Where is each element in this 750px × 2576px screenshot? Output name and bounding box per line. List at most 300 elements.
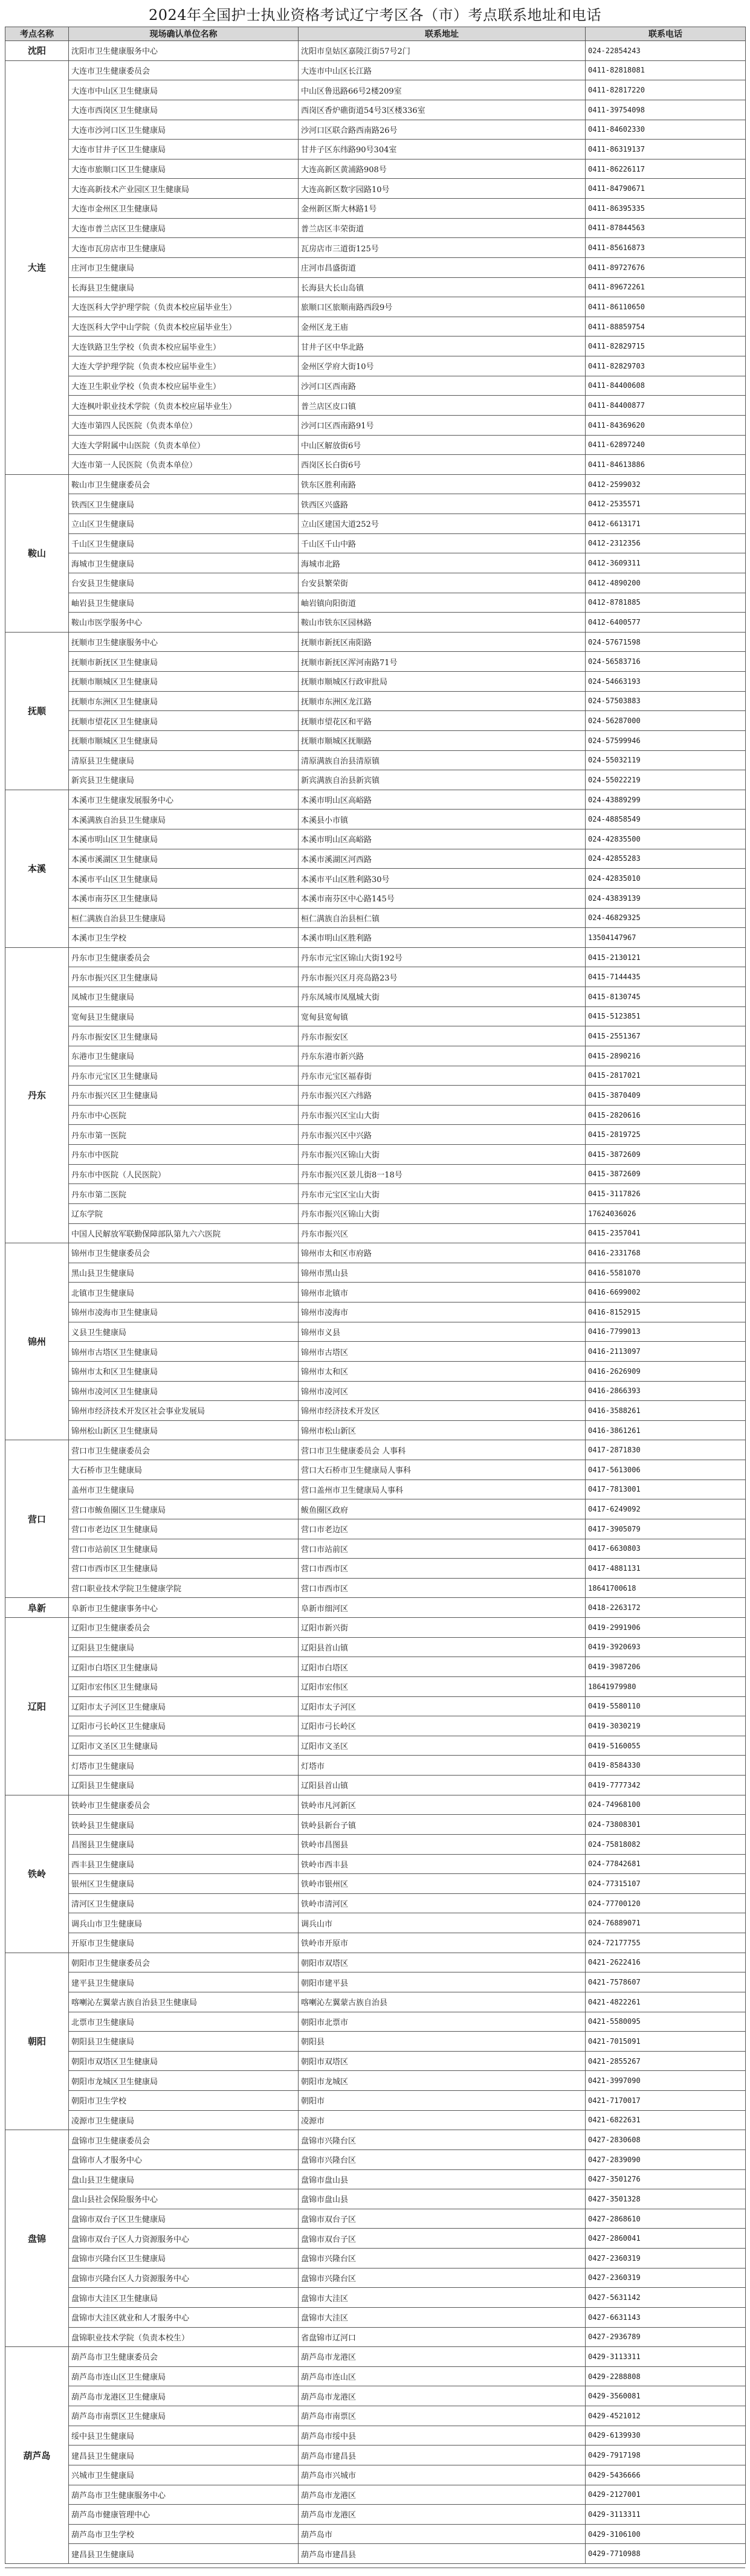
region-name: 盘锦 — [5, 2130, 69, 2347]
phone-cell: 0411-86395335 — [586, 199, 746, 219]
unit-name-cell: 朝阳县卫生健康局 — [69, 2032, 299, 2052]
phone-cell: 0429-6139930 — [586, 2426, 746, 2446]
address-cell: 沙河口区西南路91号 — [299, 415, 586, 435]
unit-name-cell: 灯塔市卫生健康局 — [69, 1756, 299, 1776]
table-row — [5, 928, 746, 948]
table-row — [5, 967, 746, 987]
unit-name-cell: 北票市卫生健康局 — [69, 2012, 299, 2032]
table-row — [5, 2347, 746, 2367]
unit-name-cell: 葫芦岛市卫生学校 — [69, 2524, 299, 2544]
table-row — [5, 376, 746, 396]
table-row — [5, 238, 746, 258]
table-row — [5, 652, 746, 672]
phone-cell: 0421-3997090 — [586, 2071, 746, 2091]
table-row — [5, 2149, 746, 2169]
unit-name-cell: 盘锦市兴隆台区人力资源服务中心 — [69, 2268, 299, 2288]
unit-name-cell: 朝阳市卫生学校 — [69, 2091, 299, 2111]
phone-cell: 0416-7799013 — [586, 1322, 746, 1342]
table-header-row — [5, 27, 746, 41]
unit-name-cell: 丹东市元宝区卫生健康局 — [69, 1066, 299, 1086]
unit-name-cell: 海城市卫生健康局 — [69, 553, 299, 573]
address-cell: 锦州市凌河区 — [299, 1381, 586, 1401]
region-name: 鞍山 — [5, 474, 69, 632]
phone-cell: 0412-6400577 — [586, 613, 746, 633]
unit-name-cell: 盘锦职业技术学院（负责本校生） — [69, 2327, 299, 2347]
unit-name-cell: 辽阳县卫生健康局 — [69, 1776, 299, 1795]
phone-cell: 024-77700120 — [586, 1893, 746, 1913]
phone-cell: 0412-2599032 — [586, 474, 746, 494]
table-row — [5, 1815, 746, 1835]
address-cell: 丹东市元宝区锦山大街192号 — [299, 947, 586, 967]
phone-cell: 0412-4890200 — [586, 573, 746, 593]
phone-cell: 0419-5580110 — [586, 1696, 746, 1716]
table-row — [5, 1539, 746, 1559]
header-unit-name: 现场确认单位名称 — [69, 27, 299, 41]
phone-cell: 024-77315107 — [586, 1874, 746, 1894]
phone-cell: 024-73808301 — [586, 1815, 746, 1835]
phone-cell: 0411-84613886 — [586, 455, 746, 475]
address-cell: 本溪市南芬区中心路145号 — [299, 888, 586, 908]
unit-name-cell: 本溪市南芬区卫生健康局 — [69, 888, 299, 908]
phone-cell: 0421-2622416 — [586, 1953, 746, 1972]
unit-name-cell: 丹东市卫生健康委员会 — [69, 947, 299, 967]
phone-cell: 0411-84602330 — [586, 120, 746, 140]
table-row — [5, 159, 746, 179]
address-cell: 岫岩镇向阳街道 — [299, 593, 586, 613]
unit-name-cell: 大石桥市卫生健康局 — [69, 1460, 299, 1480]
unit-name-cell: 丹东市第二医院 — [69, 1184, 299, 1204]
region-name: 营口 — [5, 1440, 69, 1598]
unit-name-cell: 盘锦市双台子区卫生健康局 — [69, 2209, 299, 2229]
unit-name-cell: 大连市金州区卫生健康局 — [69, 199, 299, 219]
phone-cell: 0417-5613006 — [586, 1460, 746, 1480]
unit-name-cell: 中国人民解放军联勤保障部队第九六六医院 — [69, 1223, 299, 1243]
table-row — [5, 1361, 746, 1381]
unit-name-cell: 建昌县卫生健康局 — [69, 2544, 299, 2564]
phone-cell: 0416-3861261 — [586, 1420, 746, 1440]
phone-cell: 0412-8781885 — [586, 593, 746, 613]
phone-cell: 0417-6249092 — [586, 1499, 746, 1519]
address-cell: 中山区解放街6号 — [299, 435, 586, 455]
unit-name-cell: 丹东市中医院 — [69, 1145, 299, 1165]
table-row — [5, 1776, 746, 1795]
phone-cell: 0421-6822631 — [586, 2110, 746, 2130]
phone-cell: 024-56583716 — [586, 652, 746, 672]
unit-name-cell: 大连市第四人民医院（负责本单位） — [69, 415, 299, 435]
phone-cell: 024-42855283 — [586, 849, 746, 869]
address-cell: 锦州市古塔区 — [299, 1342, 586, 1362]
unit-name-cell: 大连市甘井子区卫生健康局 — [69, 140, 299, 159]
phone-cell: 18641979980 — [586, 1676, 746, 1696]
unit-name-cell: 清原县卫生健康局 — [69, 750, 299, 770]
phone-cell: 0427-2868610 — [586, 2209, 746, 2229]
phone-cell: 0415-3117826 — [586, 1184, 746, 1204]
phone-cell: 0427-2860041 — [586, 2229, 746, 2249]
address-cell: 锦州市凌海市 — [299, 1302, 586, 1322]
table-row — [5, 1657, 746, 1677]
phone-cell: 0429-5436666 — [586, 2465, 746, 2485]
table-row — [5, 888, 746, 908]
phone-cell: 024-76889071 — [586, 1913, 746, 1933]
phone-cell: 0411-87844563 — [586, 218, 746, 238]
phone-cell: 0415-7144435 — [586, 967, 746, 987]
unit-name-cell: 葫芦岛市龙港区卫生健康局 — [69, 2386, 299, 2406]
unit-name-cell: 大连市沙河口区卫生健康局 — [69, 120, 299, 140]
table-row — [5, 2169, 746, 2189]
phone-cell: 0429-3560081 — [586, 2386, 746, 2406]
phone-cell: 0419-3987206 — [586, 1657, 746, 1677]
unit-name-cell: 辽阳县卫生健康局 — [69, 1637, 299, 1657]
phone-cell: 024-55022219 — [586, 770, 746, 790]
table-row — [5, 2366, 746, 2386]
unit-name-cell: 营口市站前区卫生健康局 — [69, 1539, 299, 1559]
unit-name-cell: 盘锦市兴隆台区卫生健康局 — [69, 2249, 299, 2268]
phone-cell: 024-22854243 — [586, 41, 746, 61]
table-row — [5, 2249, 746, 2268]
unit-name-cell: 大连高新技术产业园区卫生健康局 — [69, 179, 299, 199]
phone-cell: 0415-5123851 — [586, 1006, 746, 1026]
phone-cell: 17624036026 — [586, 1203, 746, 1223]
table-row — [5, 1598, 746, 1618]
phone-cell: 0411-86110650 — [586, 297, 746, 317]
table-row — [5, 1913, 746, 1933]
table-row — [5, 553, 746, 573]
unit-name-cell: 大连市卫生健康委员会 — [69, 60, 299, 80]
unit-name-cell: 盘锦市人才服务中心 — [69, 2149, 299, 2169]
table-row — [5, 455, 746, 475]
unit-name-cell: 营口市卫生健康委员会 — [69, 1440, 299, 1460]
table-row — [5, 140, 746, 159]
table-row — [5, 750, 746, 770]
table-row — [5, 1953, 746, 1972]
phone-cell: 0417-7813001 — [586, 1480, 746, 1499]
table-row — [5, 120, 746, 140]
phone-cell: 0411-62897240 — [586, 435, 746, 455]
table-row — [5, 1499, 746, 1519]
phone-cell: 0427-6631143 — [586, 2307, 746, 2327]
table-row — [5, 1716, 746, 1736]
phone-cell: 0412-6613171 — [586, 514, 746, 534]
unit-name-cell: 抚顺市望花区卫生健康局 — [69, 711, 299, 731]
address-cell: 丹东市元宝区宝山大街 — [299, 1184, 586, 1204]
header-exam-site: 考点名称 — [5, 27, 69, 41]
table-row — [5, 829, 746, 849]
address-cell: 朝阳市龙城区 — [299, 2071, 586, 2091]
unit-name-cell: 建平县卫生健康局 — [69, 1972, 299, 1992]
address-cell: 盘锦市兴隆台区 — [299, 2130, 586, 2150]
address-cell: 桓仁满族自治县桓仁镇 — [299, 908, 586, 928]
unit-name-cell: 千山区卫生健康局 — [69, 533, 299, 553]
table-row — [5, 1283, 746, 1302]
address-cell: 宽甸县宽甸镇 — [299, 1006, 586, 1026]
phone-cell: 0411-82829715 — [586, 336, 746, 356]
unit-name-cell: 盖州市卫生健康局 — [69, 1480, 299, 1499]
address-cell: 台安县繁荣街 — [299, 573, 586, 593]
address-cell: 锦州市义县 — [299, 1322, 586, 1342]
address-cell: 盘锦市兴隆台区 — [299, 2249, 586, 2268]
phone-cell: 0415-2819725 — [586, 1125, 746, 1145]
phone-cell: 0427-2830608 — [586, 2130, 746, 2150]
phone-cell: 0427-5631142 — [586, 2288, 746, 2308]
phone-cell: 0416-2626909 — [586, 1361, 746, 1381]
address-cell: 庄河市昌盛街道 — [299, 257, 586, 277]
address-cell: 葫芦岛市建昌县 — [299, 2544, 586, 2564]
unit-name-cell: 东港市卫生健康局 — [69, 1046, 299, 1066]
table-row — [5, 1125, 746, 1145]
table-row — [5, 1834, 746, 1854]
unit-name-cell: 大连卫生职业学校（负责本校应届毕业生） — [69, 376, 299, 396]
table-row — [5, 691, 746, 711]
phone-cell: 0419-5160055 — [586, 1736, 746, 1756]
phone-cell: 0411-82829703 — [586, 356, 746, 376]
table-row — [5, 770, 746, 790]
address-cell: 甘井子区中华北路 — [299, 336, 586, 356]
unit-name-cell: 鞍山市医学服务中心 — [69, 613, 299, 633]
address-cell: 丹东市振兴区月亮岛路23号 — [299, 967, 586, 987]
phone-cell: 024-75818082 — [586, 1834, 746, 1854]
table-row — [5, 1401, 746, 1421]
unit-name-cell: 盘锦市大洼区卫生健康局 — [69, 2288, 299, 2308]
phone-cell: 024-55032119 — [586, 750, 746, 770]
unit-name-cell: 锦州市古塔区卫生健康局 — [69, 1342, 299, 1362]
address-cell: 普兰店区皮口镇 — [299, 396, 586, 416]
address-cell: 盘锦市双台子区 — [299, 2229, 586, 2249]
table-row — [5, 356, 746, 376]
address-cell: 铁东区胜利南路 — [299, 474, 586, 494]
phone-cell: 0417-6630803 — [586, 1539, 746, 1559]
unit-name-cell: 阜新市卫生健康事务中心 — [69, 1598, 299, 1618]
address-cell: 辽阳市白塔区 — [299, 1657, 586, 1677]
unit-name-cell: 绥中县卫生健康局 — [69, 2426, 299, 2446]
address-cell: 丹东凤城市凤凰城大街 — [299, 987, 586, 1007]
table-row — [5, 1322, 746, 1342]
unit-name-cell: 庄河市卫生健康局 — [69, 257, 299, 277]
unit-name-cell: 盘锦市双台子区人力资源服务中心 — [69, 2229, 299, 2249]
address-cell: 丹东市振兴区六纬路 — [299, 1086, 586, 1106]
table-row — [5, 672, 746, 692]
phone-cell: 024-43889299 — [586, 790, 746, 810]
region-name: 阜新 — [5, 1598, 69, 1618]
table-row — [5, 1992, 746, 2012]
unit-name-cell: 凌源市卫生健康局 — [69, 2110, 299, 2130]
table-row — [5, 2209, 746, 2229]
address-cell: 长海县大长山岛镇 — [299, 277, 586, 297]
unit-name-cell: 葫芦岛市健康管理中心 — [69, 2505, 299, 2525]
address-cell: 大连市中山区长江路 — [299, 60, 586, 80]
address-cell: 辽阳县首山镇 — [299, 1637, 586, 1657]
table-row — [5, 1420, 746, 1440]
table-row — [5, 297, 746, 317]
unit-name-cell: 长海县卫生健康局 — [69, 277, 299, 297]
phone-cell: 024-72177755 — [586, 1933, 746, 1953]
phone-cell: 13504147967 — [586, 928, 746, 948]
phone-cell: 0429-2127001 — [586, 2485, 746, 2505]
table-row — [5, 494, 746, 514]
table-row — [5, 41, 746, 61]
address-cell: 铁岭市凡河新区 — [299, 1795, 586, 1815]
address-cell: 辽阳县首山镇 — [299, 1776, 586, 1795]
unit-name-cell: 大连铁路卫生学校（负责本校应届毕业生） — [69, 336, 299, 356]
table-row — [5, 2524, 746, 2544]
unit-name-cell: 大连医科大学护理学院（负责本校应届毕业生） — [69, 297, 299, 317]
phone-cell: 0415-2357041 — [586, 1223, 746, 1243]
unit-name-cell: 抚顺市顺城区卫生健康局 — [69, 672, 299, 692]
unit-name-cell: 抚顺市新抚区卫生健康局 — [69, 652, 299, 672]
phone-cell: 0429-7917198 — [586, 2446, 746, 2465]
address-cell: 葫芦岛市建昌县 — [299, 2446, 586, 2465]
phone-cell: 0411-84400608 — [586, 376, 746, 396]
unit-name-cell: 大连大学护理学院（负责本校应届毕业生） — [69, 356, 299, 376]
unit-name-cell: 朝阳市双塔区卫生健康局 — [69, 2051, 299, 2071]
address-cell: 海城市北路 — [299, 553, 586, 573]
address-cell: 凌源市 — [299, 2110, 586, 2130]
address-cell: 葫芦岛市龙港区 — [299, 2485, 586, 2505]
address-cell: 丹东市振兴区 — [299, 1223, 586, 1243]
unit-name-cell: 本溪满族自治县卫生健康局 — [69, 810, 299, 829]
address-cell: 辽阳市宏伟区 — [299, 1676, 586, 1696]
table-row — [5, 514, 746, 534]
phone-cell: 0415-2817021 — [586, 1066, 746, 1086]
unit-name-cell: 抚顺市顺城区卫生健康局 — [69, 730, 299, 750]
table-row — [5, 1263, 746, 1283]
table-row — [5, 2012, 746, 2032]
table-row — [5, 632, 746, 652]
table-row — [5, 336, 746, 356]
header-phone: 联系电话 — [586, 27, 746, 41]
unit-name-cell: 岫岩县卫生健康局 — [69, 593, 299, 613]
unit-name-cell: 抚顺市卫生健康服务中心 — [69, 632, 299, 652]
table-row — [5, 2051, 746, 2071]
address-cell: 立山区建国大道252号 — [299, 514, 586, 534]
address-cell: 丹东市振兴区景儿街8一18号 — [299, 1164, 586, 1184]
address-cell: 葫芦岛市龙港区 — [299, 2347, 586, 2367]
address-cell: 本溪县小市镇 — [299, 810, 586, 829]
table-row — [5, 1736, 746, 1756]
address-cell: 千山区千山中路 — [299, 533, 586, 553]
table-row — [5, 60, 746, 80]
unit-name-cell: 建昌县卫生健康局 — [69, 2446, 299, 2465]
phone-cell: 0419-3030219 — [586, 1716, 746, 1736]
unit-name-cell: 丹东市中心医院 — [69, 1105, 299, 1125]
table-row — [5, 1618, 746, 1638]
address-cell: 锦州市松山新区 — [299, 1420, 586, 1440]
phone-cell: 0415-2130121 — [586, 947, 746, 967]
unit-name-cell: 黑山县卫生健康局 — [69, 1263, 299, 1283]
phone-cell: 024-57671598 — [586, 632, 746, 652]
address-cell: 朝阳市 — [299, 2091, 586, 2111]
unit-name-cell: 盘锦市大洼区就业和人才服务中心 — [69, 2307, 299, 2327]
region-name: 朝阳 — [5, 1953, 69, 2130]
address-cell: 葫芦岛市南票区 — [299, 2406, 586, 2426]
table-row — [5, 1342, 746, 1362]
table-row — [5, 2071, 746, 2091]
unit-name-cell: 辽阳市弓长岭区卫生健康局 — [69, 1716, 299, 1736]
phone-cell: 0411-89727676 — [586, 257, 746, 277]
unit-name-cell: 本溪市明山区卫生健康局 — [69, 829, 299, 849]
table-row — [5, 1578, 746, 1598]
phone-cell: 0412-2535571 — [586, 494, 746, 514]
unit-name-cell: 丹东市振兴区卫生健康局 — [69, 1086, 299, 1106]
unit-name-cell: 大连医科大学中山学院（负责本校应届毕业生） — [69, 317, 299, 336]
table-row — [5, 1381, 746, 1401]
table-row — [5, 199, 746, 219]
phone-cell: 024-46829325 — [586, 908, 746, 928]
address-cell: 沈阳市皇姑区嘉陵江街57号2门 — [299, 41, 586, 61]
table-row — [5, 1696, 746, 1716]
phone-cell: 0421-7578607 — [586, 1972, 746, 1992]
table-row — [5, 613, 746, 633]
unit-name-cell: 辽阳市宏伟区卫生健康局 — [69, 1676, 299, 1696]
phone-cell: 0415-8130745 — [586, 987, 746, 1007]
unit-name-cell: 喀喇沁左翼蒙古族自治县卫生健康局 — [69, 1992, 299, 2012]
address-cell: 灯塔市 — [299, 1756, 586, 1776]
address-cell: 抚顺市顺城区行政审批局 — [299, 672, 586, 692]
phone-cell: 0429-3113311 — [586, 2347, 746, 2367]
unit-name-cell: 铁西区卫生健康局 — [69, 494, 299, 514]
phone-cell: 0411-84400877 — [586, 396, 746, 416]
unit-name-cell: 桓仁满族自治县卫生健康局 — [69, 908, 299, 928]
phone-cell: 0416-3588261 — [586, 1401, 746, 1421]
address-cell: 营口大石桥市卫生健康局人事科 — [299, 1460, 586, 1480]
phone-cell: 024-57503883 — [586, 691, 746, 711]
table-row — [5, 1243, 746, 1263]
table-row — [5, 1874, 746, 1894]
unit-name-cell: 锦州松山新区卫生健康局 — [69, 1420, 299, 1440]
address-cell: 营口盖州市卫生健康局人事科 — [299, 1480, 586, 1499]
address-cell: 普兰店区丰荣街道 — [299, 218, 586, 238]
address-cell: 旅顺口区旅顺南路西段9号 — [299, 297, 586, 317]
unit-name-cell: 银州区卫生健康局 — [69, 1874, 299, 1894]
table-row — [5, 1164, 746, 1184]
address-cell: 盘锦市大洼区 — [299, 2288, 586, 2308]
address-cell: 辽阳市新兴街 — [299, 1618, 586, 1638]
table-row — [5, 2386, 746, 2406]
table-row — [5, 2307, 746, 2327]
table-row — [5, 2189, 746, 2209]
address-cell: 大连高新区黄浦路908号 — [299, 159, 586, 179]
table-row — [5, 1637, 746, 1657]
table-row — [5, 2032, 746, 2052]
address-cell: 铁西区兴盛路 — [299, 494, 586, 514]
phone-cell: 024-42835010 — [586, 869, 746, 889]
unit-name-cell: 大连市第一人民医院（负责本单位） — [69, 455, 299, 475]
region-name: 锦州 — [5, 1243, 69, 1440]
phone-cell: 0429-4521012 — [586, 2406, 746, 2426]
table-row — [5, 1519, 746, 1539]
unit-name-cell: 辽东学院 — [69, 1203, 299, 1223]
table-row — [5, 415, 746, 435]
address-cell: 本溪市明山区胜利路 — [299, 928, 586, 948]
phone-cell: 0416-5581070 — [586, 1263, 746, 1283]
address-cell: 本溪市明山区高峪路 — [299, 829, 586, 849]
phone-cell: 0429-3106100 — [586, 2524, 746, 2544]
unit-name-cell: 丹东市中医院（人民医院） — [69, 1164, 299, 1184]
table-row — [5, 1933, 746, 1953]
address-cell: 清原满族自治县清原镇 — [299, 750, 586, 770]
address-cell: 朝阳市双塔区 — [299, 1953, 586, 1972]
address-cell: 锦州市太和区 — [299, 1361, 586, 1381]
unit-name-cell: 本溪市卫生学校 — [69, 928, 299, 948]
address-cell: 营口市卫生健康委员会 人事科 — [299, 1440, 586, 1460]
table-row — [5, 1223, 746, 1243]
unit-name-cell: 立山区卫生健康局 — [69, 514, 299, 534]
phone-cell: 0411-85616873 — [586, 238, 746, 258]
unit-name-cell: 凤城市卫生健康局 — [69, 987, 299, 1007]
table-row — [5, 533, 746, 553]
table-row — [5, 257, 746, 277]
table-row — [5, 1480, 746, 1499]
table-row — [5, 908, 746, 928]
